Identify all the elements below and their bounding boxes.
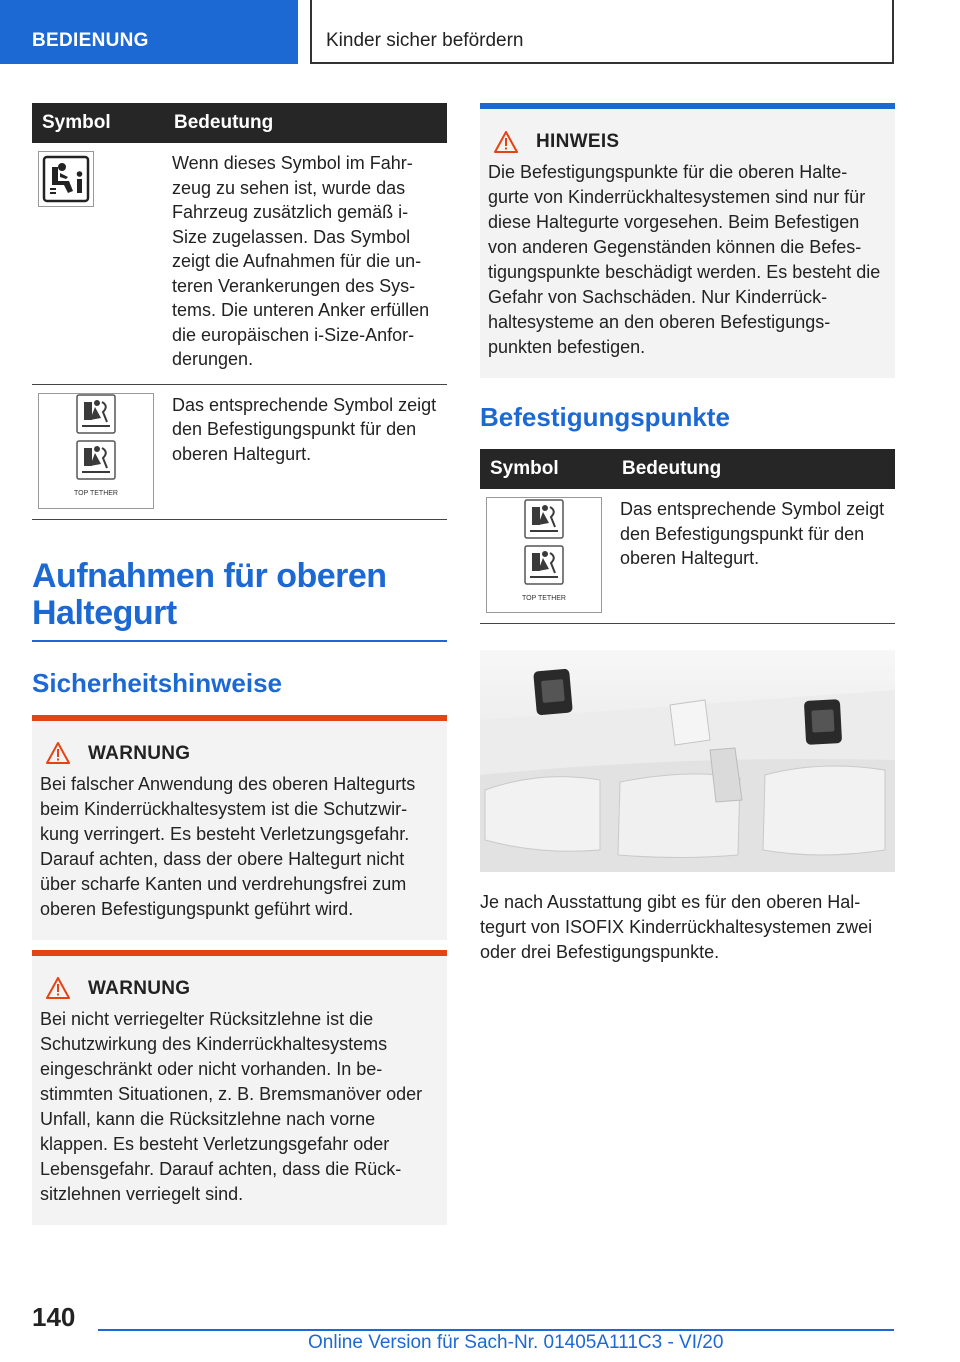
header-section-tab [0,0,298,64]
isize-child-seat-icon [38,151,94,207]
top-tether-icon [38,393,154,509]
left-column [32,103,447,1225]
col-symbol-header: Symbol [480,449,612,489]
top-tether-label: TOP TETHER [74,490,118,498]
table-header-row [32,103,447,143]
header-title: Kinder sicher befördern [326,30,524,51]
subsection-title-points: Befestigungspunkte [480,402,730,432]
header-section-label: BEDIENUNG [32,30,149,51]
warning-triangle-icon [46,977,70,999]
symbol-table-left [32,103,447,520]
col-meaning-header: Bedeutung [612,449,895,489]
footer-version: Online Version für Sach-Nr. 01405A111C3 - VI/20 [308,1332,724,1353]
col-symbol-header: Symbol [32,103,164,143]
right-column [480,103,895,965]
warning-box [32,715,447,940]
row-text: Wenn dieses Symbol im Fahr-zeug zu sehen ist, wurde das Fahrzeug zusätzlich gemäß i-Size zugelassen. Das Symbol zeigt die Aufnahmen für die un-teren Verankerungen des Sys-tems. Die unteren Anker erfüllen die europäischen i-Size-Anfor-derungen. [164,143,447,384]
footer-rule [98,1329,894,1331]
top-tether-label: TOP TETHER [522,594,566,602]
page-number: 140 [32,1302,76,1332]
warning-text: Bei nicht verriegelter Rücksitzlehne ist die Schutzwirkung des Kinderrückhaltesystems eingeschränkt oder nicht vorhanden. In be-stimmten Situationen, z. B. Bremsmanöver oder Unfall, kann die Rücksitzlehne nach vorne klappen. Es besteht Verletzungsgefahr oder Lebensgefahr. Darauf achten, dass die Rück-sitzlehnen verriegelt sind. [40,1008,423,1204]
warning-title: WARNUNG [88,742,191,764]
section-title: Aufnahmen für oberen Haltegurt [32,558,447,642]
col-meaning-header: Bedeutung [164,103,447,143]
warning-box [32,950,447,1225]
warning-text: Bei falscher Anwendung des oberen Haltegurts beim Kinderrückhaltesystem ist die Schutzwir-kung verringert. Es besteht Verletzungsgefahr. Darauf achten, dass der obere Haltegurt nicht über scharfe Kanten und verdrehungsfrei zum oberen Befestigungspunkt geführt wird. [40,773,416,919]
symbol-table-right [480,449,895,624]
note-triangle-icon [494,131,518,153]
table-row [32,384,447,519]
table-header-row [480,449,895,489]
note-title: HINWEIS [536,131,620,152]
table-row [480,489,895,624]
subsection-title-safety: Sicherheitshinweise [32,667,282,698]
top-tether-icon [486,497,602,613]
row-text: Das entsprechende Symbol zeigt den Befestigungspunkt für den oberen Haltegurt. [612,489,895,624]
table-row [32,143,447,384]
note-box [480,103,895,378]
header-title-box [310,0,894,64]
warning-triangle-icon [46,742,70,764]
row-text: Das entsprechende Symbol zeigt den Befestigungspunkt für den oberen Haltegurt. [164,384,447,519]
photo-caption: Je nach Ausstattung gibt es für den oberen Hal-tegurt von ISOFIX Kinderrückhaltesystemen zwei oder drei Befestigungspunkte. [480,892,873,962]
rear-seat-tether-photo [480,650,895,872]
warning-title: WARNUNG [88,977,191,999]
note-text: Die Befestigungspunkte für die oberen Halte-gurte von Kinderrückhaltesystemen sind nur für diese Haltegurte vorgesehen. Beim Befestigen von anderen Gegenständen können die Befes-tigungspunkte beschädigt werden. Es besteht die Gefahr von Sachschäden. Nur Kinderrück-haltesysteme an den oberen Befestigungs-punkten befestigen. [488,162,881,357]
